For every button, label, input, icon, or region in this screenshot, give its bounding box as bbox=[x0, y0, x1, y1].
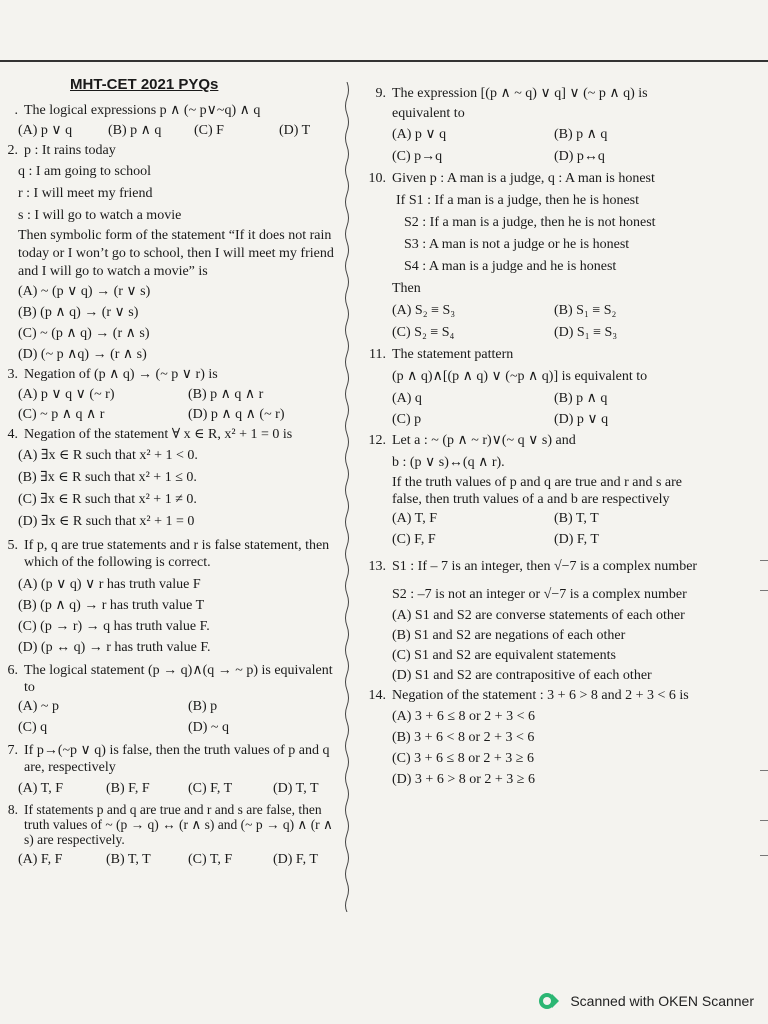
option: (B) F, F bbox=[106, 781, 150, 796]
question-number: 3. bbox=[7, 367, 18, 382]
option: (C) ∃x ∈ R such that x² + 1 ≠ 0. bbox=[18, 492, 197, 507]
option: (C) ~ (p ∧ q) → (r ∧ s) bbox=[18, 326, 150, 341]
option: (C) p→q bbox=[392, 149, 443, 164]
scanner-watermark bbox=[538, 990, 754, 1012]
page-title: MHT-CET 2021 PYQs bbox=[70, 76, 219, 93]
margin-tick bbox=[760, 560, 768, 561]
option: (C) F bbox=[194, 123, 224, 138]
option: (B) (p ∧ q) → r has truth value T bbox=[18, 598, 205, 613]
option: (D) ∃x ∈ R such that x² + 1 = 0 bbox=[18, 514, 195, 529]
option: (B) p bbox=[188, 699, 218, 714]
question-text: If p→(~p ∨ q) is false, then the truth values of p and q are, respectively bbox=[24, 743, 330, 775]
question-number: 2. bbox=[7, 143, 18, 158]
left-column bbox=[0, 76, 338, 870]
option: (A) ~ p bbox=[18, 699, 60, 714]
question-text: The logical statement (p → q)∧(q → ~ p) is equivalent to bbox=[24, 663, 333, 695]
option: (C) S1 and S2 are equivalent statements bbox=[392, 648, 616, 663]
margin-tick bbox=[760, 855, 768, 856]
question-number: 12. bbox=[368, 433, 386, 448]
option: (B) (p ∧ q) → (r ∨ s) bbox=[18, 305, 139, 320]
question-line: r : I will meet my friend bbox=[18, 186, 153, 201]
question-text: Negation of the statement ∀ x ∈ R, x² + 1 = 0 is bbox=[24, 427, 293, 442]
option: (D) (~ p ∧q) → (r ∧ s) bbox=[18, 347, 147, 362]
option: (C) (p → r) → q has truth value F. bbox=[18, 619, 210, 634]
question-number: 5. bbox=[7, 538, 18, 553]
option: (A) T, F bbox=[18, 781, 63, 796]
question-number: 7. bbox=[7, 743, 18, 758]
option: (B) T, T bbox=[106, 852, 151, 867]
question-number: 13. bbox=[368, 559, 386, 574]
question bbox=[358, 686, 698, 790]
option: (A) p ∨ q bbox=[18, 123, 73, 138]
question-number: 9. bbox=[375, 86, 386, 101]
question bbox=[358, 430, 698, 550]
question-text: p : It rains today bbox=[24, 143, 116, 158]
option: (D) 3 + 6 > 8 or 2 + 3 ≥ 6 bbox=[392, 772, 535, 787]
option: (D) S₁ ≡ S₃ bbox=[554, 325, 618, 340]
option: (D) T, T bbox=[273, 781, 319, 796]
question bbox=[358, 84, 698, 168]
question-number: 14. bbox=[368, 688, 386, 703]
option: (C) F, F bbox=[392, 532, 436, 547]
question bbox=[0, 537, 338, 658]
option: (A) F, F bbox=[18, 852, 63, 867]
option: (D) p ∧ q ∧ (~ r) bbox=[188, 407, 285, 422]
option: (C) q bbox=[18, 720, 48, 735]
option: (D) F, T bbox=[554, 532, 599, 547]
option: (D) T bbox=[279, 123, 311, 138]
option: (C) ~ p ∧ q ∧ r bbox=[18, 407, 105, 422]
option: (C) F, T bbox=[188, 781, 233, 796]
option: (A) (p ∨ q) ∨ r has truth value F bbox=[18, 577, 201, 592]
margin-tick bbox=[760, 770, 768, 771]
question-line: Then symbolic form of the statement “If it does not rain today or I won’t go to school, then I will meet my friend and I will go to watch a movie” is bbox=[18, 228, 334, 279]
option: (B) S₁ ≡ S₂ bbox=[554, 303, 617, 318]
question-line: b : (p ∨ s)↔(q ∧ r). bbox=[392, 455, 505, 470]
right-column bbox=[358, 84, 698, 790]
option: (B) 3 + 6 < 8 or 2 + 3 < 6 bbox=[392, 730, 535, 745]
question-text: Let a : ~ (p ∧ ~ r)∨(~ q ∨ s) and bbox=[392, 433, 576, 448]
question bbox=[0, 802, 338, 870]
option: (A) p ∨ q bbox=[392, 127, 447, 142]
question-text: Given p : A man is a judge, q : A man is honest bbox=[392, 171, 655, 186]
option: (C) 3 + 6 ≤ 8 or 2 + 3 ≥ 6 bbox=[392, 751, 534, 766]
question-number: 8. bbox=[7, 802, 18, 817]
option: (A) T, F bbox=[392, 511, 437, 526]
question-text: If p, q are true statements and r is false statement, then which of the following is correct. bbox=[24, 538, 330, 570]
question-number: 4. bbox=[7, 427, 18, 442]
option: (D) p ∨ q bbox=[554, 412, 609, 427]
option: (C) T, F bbox=[188, 852, 233, 867]
question bbox=[0, 365, 338, 425]
question-line: Then bbox=[392, 281, 421, 296]
question-text: The logical expressions p ∧ (~ p∨~q) ∧ q bbox=[24, 103, 261, 118]
question-line: S2 : –7 is not an integer or √−7 is a complex number bbox=[392, 587, 687, 602]
option: (A) ~ (p ∨ q) → (r ∨ s) bbox=[18, 284, 151, 299]
question-line: S2 : If a man is a judge, then he is not honest bbox=[404, 215, 656, 230]
option: (B) T, T bbox=[554, 511, 599, 526]
question-line: If the truth values of p and q are true and r and s are false, then truth values of a and b are respectively bbox=[392, 475, 682, 507]
margin-tick bbox=[760, 820, 768, 821]
option: (A) p ∨ q ∨ (~ r) bbox=[18, 387, 115, 402]
question bbox=[358, 556, 698, 686]
option: (A) ∃x ∈ R such that x² + 1 < 0. bbox=[18, 448, 198, 463]
question bbox=[0, 141, 338, 365]
question-text: The expression [(p ∧ ~ q) ∨ q] ∨ (~ p ∧ q) is equivalent to bbox=[392, 86, 648, 121]
option: (B) p ∧ q ∧ r bbox=[188, 387, 264, 402]
question-line: S3 : A man is not a judge or he is honest bbox=[404, 237, 630, 252]
oken-scanner-logo-icon bbox=[538, 990, 560, 1012]
question-number: . bbox=[14, 103, 18, 118]
question bbox=[0, 662, 338, 738]
question-number: 6. bbox=[7, 663, 18, 678]
question bbox=[358, 168, 698, 344]
option: (A) q bbox=[392, 391, 422, 406]
question-line: (p ∧ q)∧[(p ∧ q) ∨ (~p ∧ q)] is equivalent to bbox=[392, 369, 648, 384]
option: (A) 3 + 6 ≤ 8 or 2 + 3 < 6 bbox=[392, 709, 535, 724]
option: (C) p bbox=[392, 412, 422, 427]
option: (D) ~ q bbox=[188, 720, 230, 735]
question bbox=[0, 742, 338, 799]
question-line: If S1 : If a man is a judge, then he is honest bbox=[396, 193, 640, 208]
option: (D) p↔q bbox=[554, 149, 605, 164]
margin-tick bbox=[760, 590, 768, 591]
question-text: Negation of the statement : 3 + 6 > 8 and 2 + 3 < 6 is bbox=[392, 688, 689, 703]
option: (A) S₂ ≡ S₃ bbox=[392, 303, 456, 318]
question-line: q : I am going to school bbox=[18, 164, 151, 179]
top-rule bbox=[0, 60, 768, 62]
question-text: S1 : If – 7 is an integer, then √−7 is a complex number bbox=[392, 559, 698, 574]
option: (D) S1 and S2 are contrapositive of each other bbox=[392, 668, 652, 683]
option: (B) ∃x ∈ R such that x² + 1 ≤ 0. bbox=[18, 470, 197, 485]
question-number: 11. bbox=[369, 347, 386, 362]
question bbox=[0, 425, 338, 533]
option: (D) F, T bbox=[273, 852, 318, 867]
question-line: S4 : A man is a judge and he is honest bbox=[404, 259, 617, 274]
option: (B) S1 and S2 are negations of each other bbox=[392, 628, 626, 643]
question-text: If statements p and q are true and r and s are false, then truth values of ~ (p → q) ↔ (r ∧ s) and (~ p → q) ∧ (r ∧ s) are respectively. bbox=[24, 802, 333, 847]
question bbox=[0, 101, 338, 141]
question-number: 10. bbox=[368, 171, 386, 186]
question-text: The statement pattern bbox=[392, 347, 514, 362]
question-line: s : I will go to watch a movie bbox=[18, 208, 182, 223]
option: (B) p ∧ q bbox=[554, 127, 608, 142]
option: (D) (p ↔ q) → r has truth value F. bbox=[18, 640, 211, 655]
option: (B) p ∧ q bbox=[554, 391, 608, 406]
scanner-label: Scanned with OKEN Scanner bbox=[570, 993, 754, 1009]
option: (A) S1 and S2 are converse statements of each other bbox=[392, 608, 685, 623]
option: (C) S₂ ≡ S₄ bbox=[392, 325, 455, 340]
question bbox=[358, 344, 698, 430]
option: (B) p ∧ q bbox=[108, 123, 162, 138]
question-text: Negation of (p ∧ q) → (~ p ∨ r) is bbox=[24, 367, 218, 382]
